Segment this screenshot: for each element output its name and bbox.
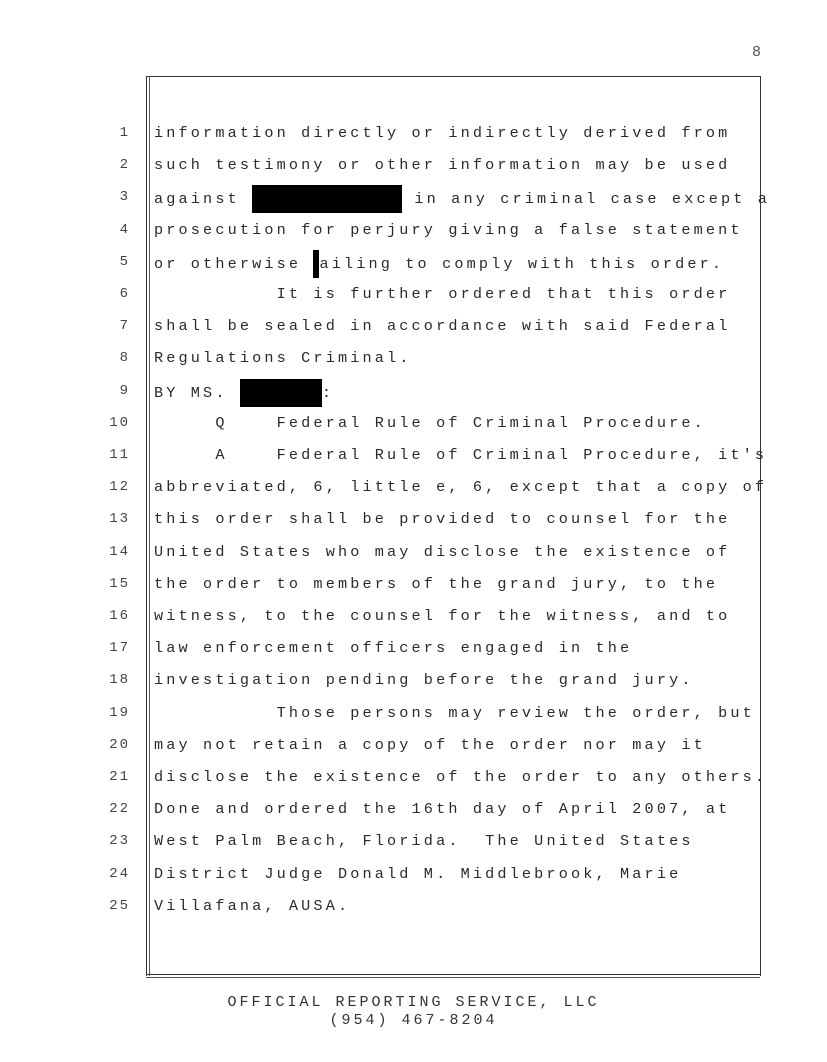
line-text-segment: prosecution for perjury giving a false statement [154,220,743,239]
line-text [154,250,724,278]
line-text [154,379,334,407]
line-text [154,733,706,757]
line-text-segment: Those persons may review the order, but [154,703,755,722]
line-text [154,636,632,660]
line-number: 24 [109,865,130,882]
line-number: 13 [109,511,130,528]
line-text-segment: the order to members of the grand jury, to the [154,574,719,593]
line-number: 14 [109,543,130,560]
line-text [154,153,730,177]
line-text [154,218,743,242]
line-text-segment: BY MS. [154,383,240,402]
line-number: 11 [109,447,130,463]
line-text [154,797,730,821]
line-text-segment: information directly or indirectly derived from [154,124,731,142]
frame-top-rule [146,76,760,77]
line-number: 18 [109,672,130,689]
line-text-segment: Q Federal Rule of Criminal Procedure. [154,413,706,432]
line-number: 17 [109,640,130,657]
line-number: 19 [109,704,130,721]
line-text-segment: Regulations Criminal. [154,349,412,368]
line-text-segment: shall be sealed in accordance with said Federal [154,317,731,336]
line-number: 22 [109,801,130,818]
line-text [154,668,694,692]
frame-left-rule-inner [149,76,150,976]
footer-company: OFFICIAL REPORTING SERVICE, LLC [227,994,600,1011]
line-number: 4 [119,221,130,238]
line-number: 6 [119,286,130,302]
line-text [154,282,730,306]
line-text-segment: may not retain a copy of the order nor may it [154,735,706,754]
line-number: 9 [119,382,130,399]
line-text [154,701,755,725]
line-text-segment: this order shall be provided to counsel for the [154,510,731,529]
line-text-segment: United States who may disclose the existence of [154,542,731,561]
line-text-segment: abbreviated, 6, little e, 6, except that a copy of [154,478,768,497]
line-text [154,185,770,213]
line-text [154,862,681,886]
line-text [154,443,767,467]
line-text-segment: District Judge Donald M. Middlebrook, Marie [154,864,682,883]
line-text [154,507,730,531]
line-number: 3 [119,189,130,206]
redaction-box [252,185,402,213]
line-text [154,604,730,628]
line-text-segment: law enforcement officers engaged in the [154,639,633,658]
line-text [154,346,412,370]
line-text-segment: It is further ordered that this order [154,285,731,303]
line-number: 23 [109,833,130,850]
line-text-segment: : [321,383,335,402]
line-number: 7 [119,318,130,335]
line-text [154,314,730,338]
page-number: 8 [751,44,761,61]
frame-bottom-rule [146,974,760,975]
line-text [154,411,706,435]
frame-bottom-rule-inner [146,977,760,978]
line-text-segment: against [154,190,253,209]
line-number: 15 [109,575,130,592]
line-text-segment: or otherwise [154,254,314,273]
line-number: 20 [109,736,130,753]
footer-phone: (954) 467-8204 [329,1012,498,1029]
line-text-segment: witness, to the counsel for the witness, and to [154,607,731,625]
line-text-segment: Villafana, AUSA. [154,896,351,915]
line-text-segment: investigation pending before the grand jury. [154,671,694,690]
line-text [154,475,767,499]
line-number: 5 [119,253,130,270]
line-text [154,829,694,853]
line-text-segment: A Federal Rule of Criminal Procedure, it's [154,446,768,464]
line-text-segment: Done and ordered the 16th day of April 2007, at [154,800,731,819]
line-text-segment: ailing to comply with this order. [319,254,725,273]
line-number: 2 [119,157,130,174]
redaction-box [240,379,322,407]
line-number: 12 [109,479,130,496]
line-number: 25 [109,897,130,914]
line-text-segment: disclose the existence of the order to any others. [154,768,768,786]
line-number: 8 [119,350,130,367]
line-text [154,765,767,789]
line-text [154,894,350,918]
line-text [154,572,718,596]
line-number: 1 [119,125,130,141]
line-text-segment: in any criminal case except a [402,190,771,209]
frame-left-rule [146,76,147,976]
line-text-segment: West Palm Beach, Florida. The United States [154,832,694,851]
line-text [154,540,730,564]
line-number: 16 [109,608,130,624]
line-number: 21 [109,769,130,785]
line-text [154,121,730,145]
line-text-segment: such testimony or other information may be used [154,156,731,175]
line-number: 10 [109,414,130,431]
